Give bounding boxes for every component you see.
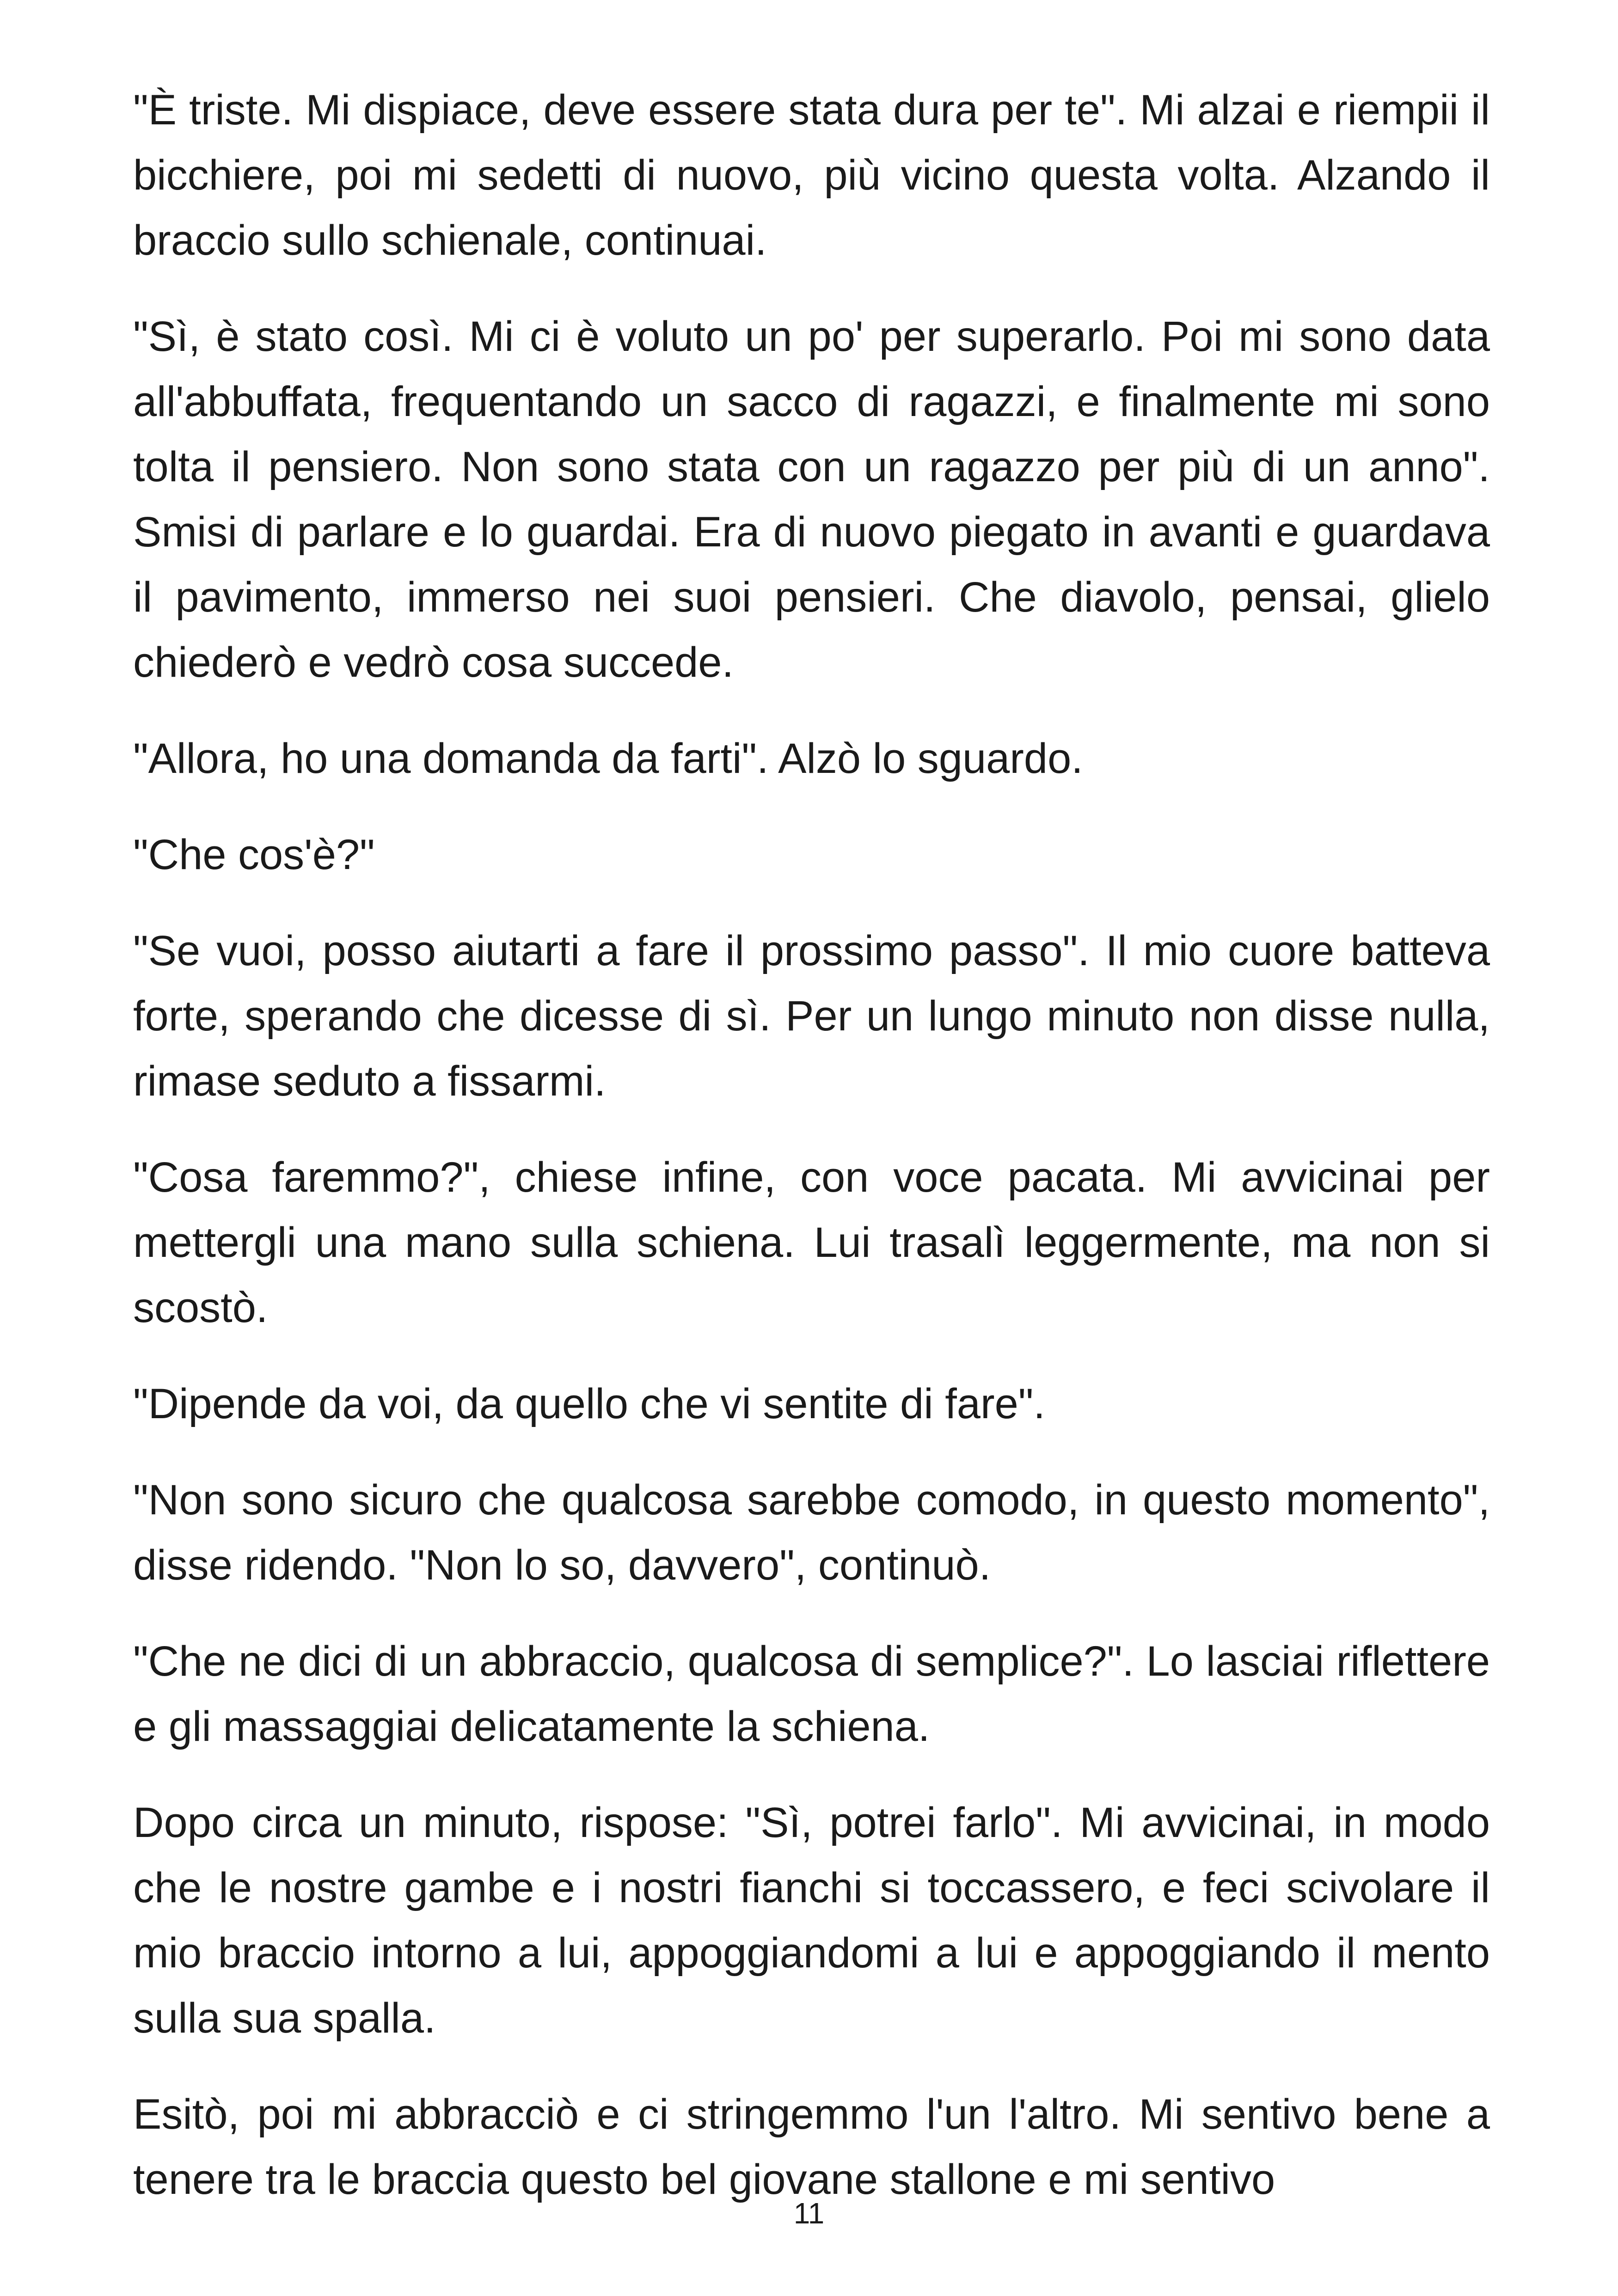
page-body <box>133 78 1490 2212</box>
paragraph-8: "Non sono sicuro che qualcosa sarebbe comodo, in questo momento", disse ridendo. "Non lo so, davvero", continuò. <box>133 1476 1490 1589</box>
paragraph-2: "Sì, è stato così. Mi ci è voluto un po' per superarlo. Poi mi sono data all'abbuffata, frequentando un sacco di ragazzi, e finalmente mi sono tolta il pensiero. Non sono stata con un ragazzo per più di un anno". Smisi di parlare e lo guardai. Era di nuovo piegato in avanti e guardava il pavimento, immerso nei suoi pensieri. Che diavolo, pensai, glielo chiederò e vedrò cosa succede. <box>133 313 1490 686</box>
paragraph-6: "Cosa faremmo?", chiese infine, con voce pacata. Mi avvicinai per mettergli una mano sulla schiena. Lui trasalì leggermente, ma non si scostò. <box>133 1154 1490 1331</box>
page-number: 11 <box>793 2197 825 2230</box>
paragraph-1: "È triste. Mi dispiace, deve essere stata dura per te". Mi alzai e riempii il bicchiere, poi mi sedetti di nuovo, più vicino questa volta. Alzando il braccio sullo schienale, continuai. <box>133 86 1490 264</box>
paragraph-7: "Dipende da voi, da quello che vi sentite di fare". <box>133 1380 1045 1427</box>
paragraph-4: "Che cos'è?" <box>133 831 375 878</box>
paragraph-5: "Se vuoi, posso aiutarti a fare il prossimo passo". Il mio cuore batteva forte, sperando che dicesse di sì. Per un lungo minuto non disse nulla, rimase seduto a fissarmi. <box>133 927 1490 1105</box>
paragraph-9: "Che ne dici di un abbraccio, qualcosa di semplice?". Lo lasciai riflettere e gli massaggiai delicatamente la schiena. <box>133 1638 1490 1750</box>
paragraph-3: "Allora, ho una domanda da farti". Alzò lo sguardo. <box>133 735 1083 782</box>
paragraph-10: Dopo circa un minuto, rispose: "Sì, potrei farlo". Mi avvicinai, in modo che le nostre gambe e i nostri fianchi si toccassero, e feci scivolare il mio braccio intorno a lui, appoggiandomi a lui e appoggiando il mento sulla sua spalla. <box>133 1799 1490 2042</box>
paragraph-11: Esitò, poi mi abbracciò e ci stringemmo l'un l'altro. Mi sentivo bene a tenere tra le braccia questo bel giovane stallone e mi sentivo <box>133 2091 1490 2203</box>
